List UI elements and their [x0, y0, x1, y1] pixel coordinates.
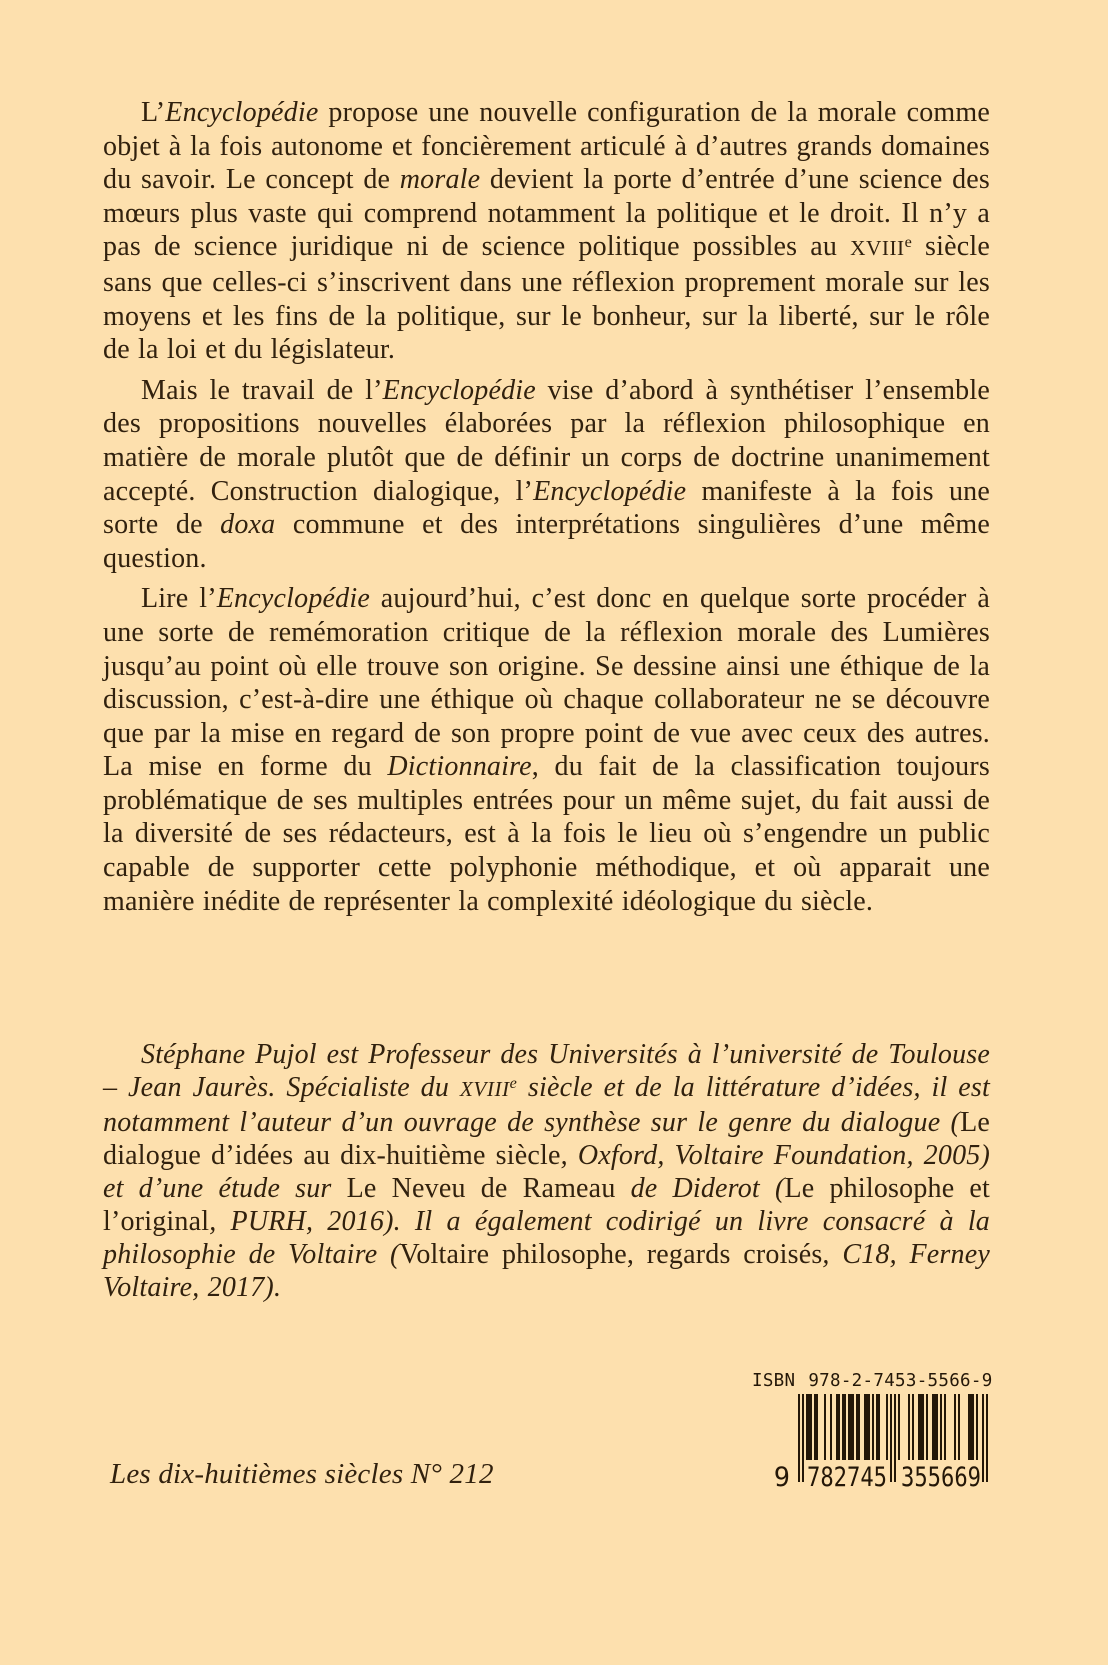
paragraph: L’Encyclopédie propose une nouvelle configuration de la morale comme objet à la fois autonome et foncièrement articulé à d’autres grands domaines du savoir. Le concept de morale devient la porte d’entrée d’une science des mœurs plus vaste qui comprend notamment la politique et le droit. Il n’y a pas de science juridique ni de science politique possibles au XVIIIe siècle sans que celles-ci s’inscrivent dans une réflexion proprement morale sur les moyens et les fins de la politique, sur le bonheur, sur la liberté, sur le rôle de la loi et du législateur.: [103, 97, 990, 366]
paragraph: Lire l’Encyclopédie aujourd’hui, c’est donc en quelque sorte procéder à une sorte de remémoration critique de la réflexion morale des Lumières jusqu’au point où elle trouve son origine. Se dessine ainsi une éthique de la discussion, c’est-à-dire une éthique où chaque collaborateur ne se découvre que par la mise en regard de son propre point de vue avec ceux des autres. La mise en forme du Dictionnaire, du fait de la classification toujours problématique de ses multiples entrées pour un même sujet, du fait aussi de la diversité de ses rédacteurs, est à la fois le lieu où s’engendre un public capable de supporter cette polyphonie méthodique, et où apparait une manière inédite de représenter la complexité idéologique du siècle.: [103, 583, 991, 917]
isbn-text: [752, 1371, 993, 1391]
isbn-number: 978-2-7453-5566-9: [808, 1371, 993, 1391]
barcode-digits: 9: [773, 1462, 790, 1492]
paragraph: Mais le travail de l’Encyclopédie vise d’abord à synthétiser l’ensemble des propositions nouvelles élaborées par la réflexion philosophique en matière de morale plutôt que de définir un corps de doctrine unanimement accepté. Construction dialogique, l’Encyclopédie manifeste à la fois une sorte de doxa commune et des interprétations singulières d’une même question.: [103, 374, 990, 574]
paragraph: Stéphane Pujol est Professeur des Universités à l’université de Toulouse – Jean Jaurès. Spécialiste du XVIIIe siècle et de la littérature d’idées, il est notamment l’auteur d’un ouvrage de synthèse sur le genre du dialogue (Le dialogue d’idées au dix-huitième siècle, Oxford, Voltaire Foundation, 2005) et d’une étude sur Le Neveu de Rameau de Diderot (Le philosophe et l’original, PURH, 2016). Il a également codirigé un livre consacré à la philosophie de Voltaire (Voltaire philosophe, regards croisés, C18, Ferney Voltaire, 2017).: [103, 1039, 991, 1303]
series-label: Les dix-huitièmes siècles N° 212: [110, 1458, 494, 1490]
ean13-barcode: [752, 1394, 990, 1492]
barcode-digits: 782745: [807, 1462, 887, 1492]
isbn-label: ISBN: [752, 1371, 796, 1391]
barcode-digits: 355669: [901, 1462, 981, 1492]
author-bio: [103, 1038, 990, 1304]
isbn-barcode-block: [752, 1371, 993, 1492]
blurb-text: [103, 96, 990, 918]
